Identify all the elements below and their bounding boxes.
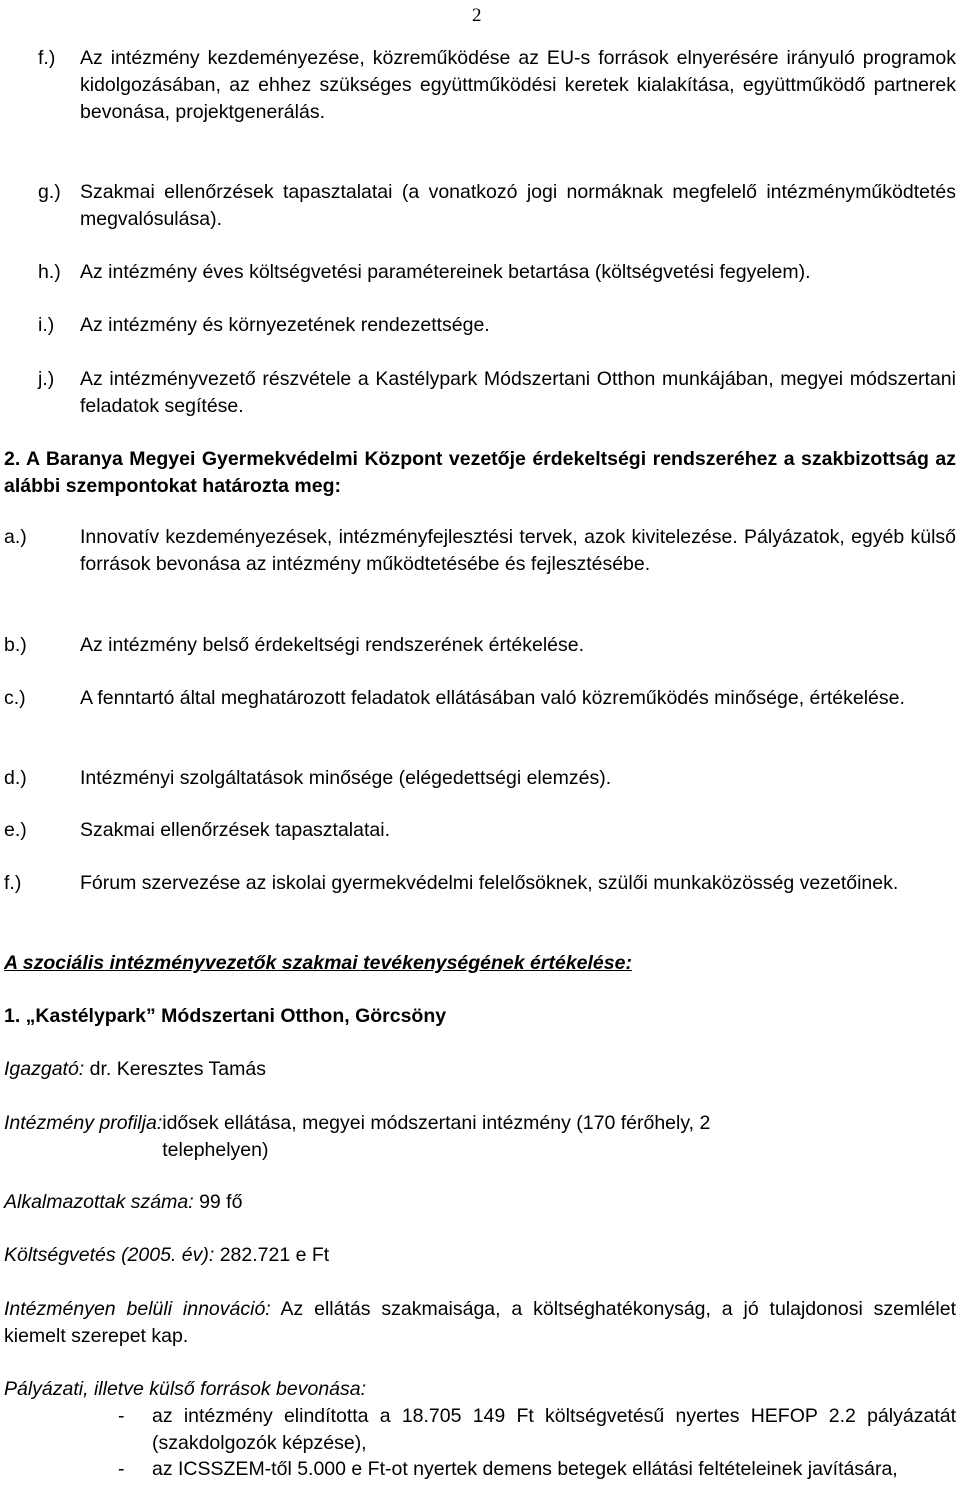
page-number: 2	[472, 5, 482, 26]
list-item-i	[38, 312, 956, 339]
list-item-text: Az intézmény kezdeményezése, közreműködése az EU-s források elnyerésére irányuló programok kidolgozásában, az ehhez szükséges együttműködési keretek kialakítása, együttműködő partnerek bevonása, projektgenerálás.	[80, 47, 956, 123]
section-heading: 2. A Baranya Megyei Gyermekvédelmi Központ vezetője érdekeltségi rendszeréhez a szakbizottság az alábbi szempontokat határozta meg:	[4, 448, 956, 497]
list-item-label: d.)	[4, 767, 27, 789]
list-item-text: Az intézmény éves költségvetési paramétereinek betartása (költségvetési fegyelem).	[80, 261, 811, 283]
list-item-d	[4, 765, 956, 792]
institution-heading: 1. „Kastélypark” Módszertani Otthon, Görcsöny	[4, 1005, 447, 1027]
list-item-text: Innovatív kezdeményezések, intézményfejlesztési tervek, azok kivitelezése. Pályázatok, egyéb külső források bevonása az intézmény működtetésébe és fejlesztésébe.	[80, 526, 956, 575]
field-value: 99 fő	[193, 1191, 243, 1213]
list-item-j	[38, 366, 956, 420]
list-item-label: a.)	[4, 526, 27, 548]
list-item-c	[4, 685, 956, 712]
list-item-e	[4, 817, 956, 844]
list-item-label: b.)	[4, 634, 27, 656]
field-value: Az ellátás szakmaisága, a költséghatékonyság, a jó tulajdonosi szemlélet kiemelt szerepet kap.	[4, 1298, 956, 1347]
list-item-f	[38, 45, 956, 126]
list-item-label: i.)	[38, 314, 55, 336]
list-item-b	[4, 632, 956, 659]
bullet-dash: -	[118, 1405, 125, 1427]
field-value: dr. Keresztes Tamás	[84, 1058, 266, 1080]
field-label: Pályázati, illetve külső források bevonása:	[4, 1378, 367, 1400]
list-item-f2	[4, 870, 956, 897]
field-label: Igazgató:	[4, 1058, 85, 1080]
innovation-field	[4, 1296, 956, 1350]
list-item-label: f.)	[38, 47, 56, 69]
field-label: Költségvetés (2005. év):	[4, 1244, 215, 1266]
evaluation-heading: A szociális intézményvezetők szakmai tevékenységének értékelése:	[4, 952, 632, 974]
field-value: 282.721 e Ft	[214, 1244, 330, 1266]
list-item-g	[38, 179, 956, 233]
list-item-text: Szakmai ellenőrzések tapasztalatai.	[80, 819, 390, 841]
list-item-text: A fenntartó által meghatározott feladatok ellátásában való közreműködés minősége, értékelése.	[80, 687, 905, 709]
funding-field	[4, 1376, 956, 1403]
director-field	[4, 1056, 956, 1083]
list-item-text: Szakmai ellenőrzések tapasztalatai (a vonatkozó jogi normáknak megfelelő intézményműködtetés megvalósulása).	[80, 181, 956, 230]
list-item-a	[4, 524, 956, 578]
field-label: Intézmény profilja:	[4, 1112, 163, 1134]
list-item-label: h.)	[38, 261, 61, 283]
field-label: Alkalmazottak száma:	[4, 1191, 194, 1213]
list-item-label: c.)	[4, 687, 26, 709]
list-item-text: Fórum szervezése az iskolai gyermekvédelmi felelősöknek, szülői munkaközösség vezetőinek.	[80, 872, 899, 894]
list-item-label: f.)	[4, 872, 22, 894]
list-item-label: j.)	[38, 368, 55, 390]
bullet-dash: -	[118, 1458, 125, 1480]
list-item-text: Az intézményvezető részvétele a Kastélypark Módszertani Otthon munkájában, megyei módszertani feladatok segítése.	[80, 368, 956, 417]
staff-field	[4, 1189, 956, 1216]
list-item-label: g.)	[38, 181, 61, 203]
field-label: Intézményen belüli innováció:	[4, 1298, 271, 1320]
list-item-text: Az intézmény belső érdekeltségi rendszerének értékelése.	[80, 634, 585, 656]
list-item-label: e.)	[4, 819, 27, 841]
list-item-h	[38, 259, 956, 286]
field-value: idősek ellátása, megyei módszertani intézmény (170 férőhely, 2 telephelyen)	[162, 1112, 711, 1161]
list-item-text: Intézményi szolgáltatások minősége (elégedettségi elemzés).	[80, 767, 612, 789]
list-item-text: az intézmény elindította a 18.705 149 Ft költségvetésű nyertes HEFOP 2.2 pályázatát (szakdolgozók képzése),	[152, 1405, 956, 1454]
list-item-text: Az intézmény és környezetének rendezettsége.	[80, 314, 490, 336]
profile-field	[4, 1110, 956, 1164]
list-item-text: az ICSSZEM-től 5.000 e Ft-ot nyertek demens betegek ellátási feltételeinek javítására,	[152, 1458, 898, 1480]
budget-field	[4, 1242, 956, 1269]
